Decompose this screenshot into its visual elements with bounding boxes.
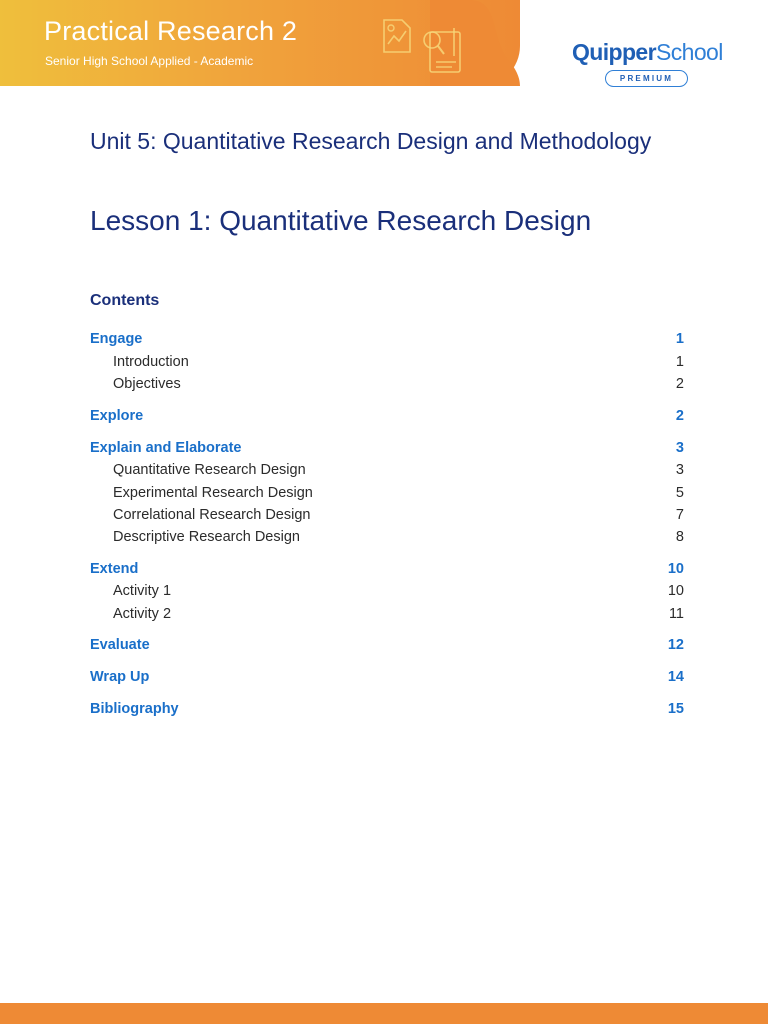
research-notebook-icon [418,22,468,78]
quipper-school-logo [572,38,723,66]
toc-entry-label: Correlational Research Design [113,507,311,523]
brand-part-school: School [655,39,723,65]
toc-entry-label: Experimental Research Design [113,485,313,501]
toc-entry-explore[interactable] [90,406,684,426]
toc-entry-label: Bibliography [90,701,179,717]
toc-entry-activity-1[interactable] [90,581,684,601]
toc-entry-introduction[interactable] [90,352,684,372]
footer-bar [0,1003,768,1024]
toc-entry-bibliography[interactable] [90,699,684,719]
toc-entry-label: Quantitative Research Design [113,462,306,478]
toc-entry-evaluate[interactable] [90,635,684,655]
toc-entry-page: 5 [675,485,684,501]
toc-entry-label: Wrap Up [90,669,150,685]
toc-entry-page: 8 [675,529,684,545]
toc-entry-quantitative-research-design[interactable] [90,460,684,480]
toc-entry-engage[interactable] [90,329,684,349]
toc-entry-page: 11 [668,606,684,622]
toc-entry-page: 1 [675,354,684,370]
toc-entry-explain-and-elaborate[interactable] [90,438,684,458]
toc-entry-label: Evaluate [90,637,150,653]
toc-entry-label: Explain and Elaborate [90,440,242,456]
toc-entry-wrap-up[interactable] [90,667,684,687]
course-subtitle: Senior High School Applied - Academic [45,54,254,68]
toc-entry-page: 3 [675,462,684,478]
toc-entry-objectives[interactable] [90,374,684,394]
toc-entry-page: 2 [675,408,684,424]
toc-entry-page: 10 [667,583,684,599]
lesson-title: Lesson 1: Quantitative Research Design [90,205,592,236]
toc-entry-page: 14 [667,669,684,685]
toc-entry-label: Explore [90,408,144,424]
toc-entry-label: Descriptive Research Design [113,529,300,545]
contents-heading: Contents [90,292,160,309]
toc-entry-label: Activity 1 [113,583,172,599]
toc-entry-page: 12 [667,637,684,653]
toc-entry-experimental-research-design[interactable] [90,483,684,503]
toc-entry-page: 15 [667,701,684,717]
toc-entry-page: 2 [675,376,684,392]
toc-entry-page: 1 [675,331,684,347]
toc-entry-descriptive-research-design[interactable] [90,527,684,547]
toc-entry-label: Objectives [113,376,181,392]
toc-entry-page: 10 [667,561,684,577]
toc-entry-page: 7 [675,507,684,523]
toc-entry-label: Activity 2 [113,606,172,622]
brand-part-quipper: Quipper [572,39,656,65]
toc-entry-label: Extend [90,561,139,577]
toc-entry-activity-2[interactable] [90,604,684,624]
toc-entry-page: 3 [675,440,684,456]
unit-title: Unit 5: Quantitative Research Design and Methodology [90,128,652,154]
course-title: Practical Research 2 [44,16,298,46]
page-header [0,0,768,86]
chart-document-icon [378,16,414,56]
toc-entry-extend[interactable] [90,559,684,579]
toc-entry-label: Introduction [113,354,189,370]
toc-entry-correlational-research-design[interactable] [90,505,684,525]
premium-badge: PREMIUM [605,70,688,87]
toc-entry-label: Engage [90,331,143,347]
